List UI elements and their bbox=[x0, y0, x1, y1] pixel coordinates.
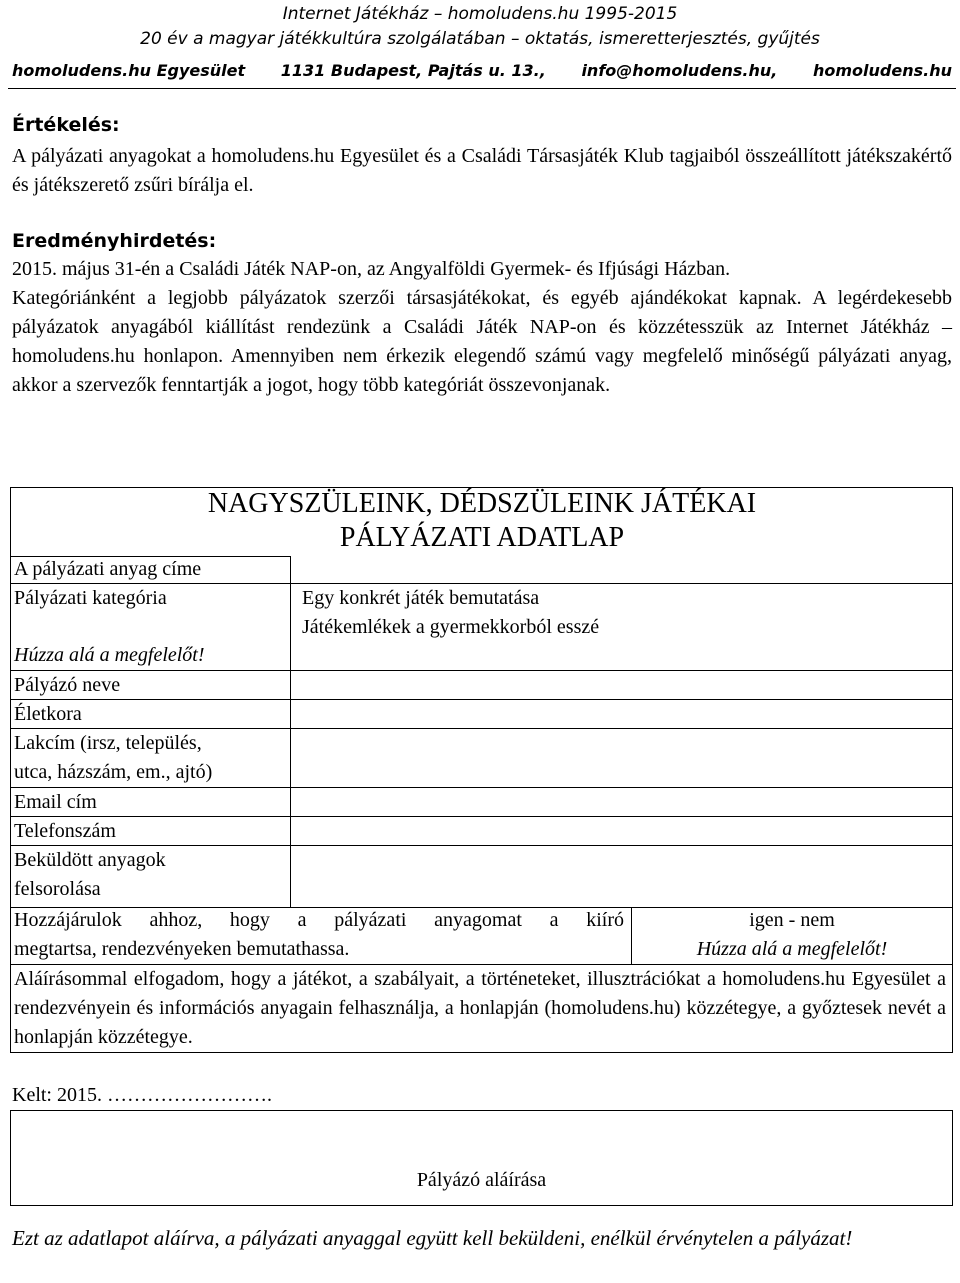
title-input[interactable] bbox=[292, 557, 952, 582]
materials-input[interactable] bbox=[292, 846, 952, 906]
header-line-2: 20 év a magyar játékkultúra szolgálatában – oktatás, ismeretterjesztés, gyűjtés bbox=[140, 29, 820, 49]
label-address-1: Lakcím (irsz, település, bbox=[14, 732, 202, 754]
category-option-1[interactable]: Egy konkrét játék bemutatása bbox=[302, 587, 540, 609]
results-body bbox=[12, 255, 952, 400]
name-input[interactable] bbox=[292, 671, 952, 698]
signature-label: Pályázó aláírása bbox=[416, 1169, 547, 1191]
label-materials-2: felsorolása bbox=[14, 878, 101, 900]
label-address-2: utca, házszám, em., ajtó) bbox=[14, 761, 213, 783]
header-divider bbox=[8, 88, 956, 89]
address-input[interactable] bbox=[292, 729, 952, 786]
header-address: 1131 Budapest, Pajtás u. 13., bbox=[280, 61, 546, 80]
label-name: Pályázó neve bbox=[14, 674, 121, 696]
consent-line-2: megtartsa, rendezvényeken bemutathassa. bbox=[14, 938, 350, 960]
label-materials-1: Beküldött anyagok bbox=[14, 849, 166, 871]
header-org: homoludens.hu Egyesület bbox=[12, 61, 246, 80]
label-email: Email cím bbox=[14, 791, 97, 813]
header-contact-row bbox=[12, 61, 952, 80]
label-category: Pályázati kategória bbox=[14, 587, 167, 609]
category-option-2[interactable]: Játékemlékek a gyermekkorból esszé bbox=[302, 616, 600, 638]
results-body-a: 2015. május 31-én a Családi Játék NAP-on, az Angyalföldi Gyermek- és Ifjúsági Házban. bbox=[12, 258, 731, 280]
age-input[interactable] bbox=[292, 700, 952, 727]
form-title-line-1: NAGYSZÜLEINK, DÉDSZÜLEINK JÁTÉKAI bbox=[207, 488, 757, 519]
evaluation-body: A pályázati anyagokat a homoludens.hu Egyesület és a Családi Társasjáték Klub tagjaiból összeállított játékszakértő és játékszerető zsűri bírálja el. bbox=[12, 145, 952, 196]
label-age: Életkora bbox=[14, 703, 82, 725]
footer-note: Ezt az adatlapot aláírva, a pályázati anyaggal együtt kell beküldeni, enélkül érvénytelen a pályázat! bbox=[12, 1226, 853, 1250]
results-title: Eredményhirdetés: bbox=[12, 230, 217, 252]
agreement-text: Aláírásommal elfogadom, hogy a játékot, a szabályait, a történeteket, illusztrációkat a homoludens.hu Egyesület a rendezvényein és információs anyagain felhasználja, a honlapján (homoludens.hu) közzétegye, a győztesek nevét a honlapján közzétegye. bbox=[14, 968, 946, 1048]
form-title-line-2: PÁLYÁZATI ADATLAP bbox=[339, 522, 625, 553]
consent-choice[interactable]: igen - nem bbox=[749, 909, 835, 931]
label-category-hint: Húzza alá a megfelelőt! bbox=[14, 644, 205, 666]
results-body-b: Kategóriánként a legjobb pályázatok szerzői társasjátékokat, és egyéb ajándékokat kapnak. A legérdekesebb pályázatok anyagából kiállítást rendezünk a Családi Játék NAP-on és közzétesszük az Internet Játékház – homoludens.hu honlapon. Amennyiben nem érkezik elegendő számú vagy megfelelő minőségű pályázati anyag, akkor a szervezők fenntartják a jogot, hogy több kategóriát összevonjanak. bbox=[12, 287, 952, 396]
label-title: A pályázati anyag címe bbox=[14, 558, 202, 580]
header-email: info@homoludens.hu, bbox=[581, 61, 778, 80]
date-line[interactable]: Kelt: 2015. ……………………. bbox=[12, 1084, 272, 1106]
header-line-1: Internet Játékház – homoludens.hu 1995-2015 bbox=[282, 4, 678, 24]
email-input[interactable] bbox=[292, 788, 952, 815]
form-column-divider bbox=[290, 556, 291, 908]
label-phone: Telefonszám bbox=[14, 820, 116, 842]
evaluation-title: Értékelés: bbox=[12, 114, 120, 136]
form-title bbox=[12, 487, 952, 555]
phone-input[interactable] bbox=[292, 817, 952, 844]
consent-line-1: Hozzájárulok ahhoz, hogy a pályázati anyagomat a kiíró bbox=[14, 909, 624, 931]
header-site: homoludens.hu bbox=[812, 61, 952, 80]
consent-hint: Húzza alá a megfelelőt! bbox=[696, 938, 888, 960]
